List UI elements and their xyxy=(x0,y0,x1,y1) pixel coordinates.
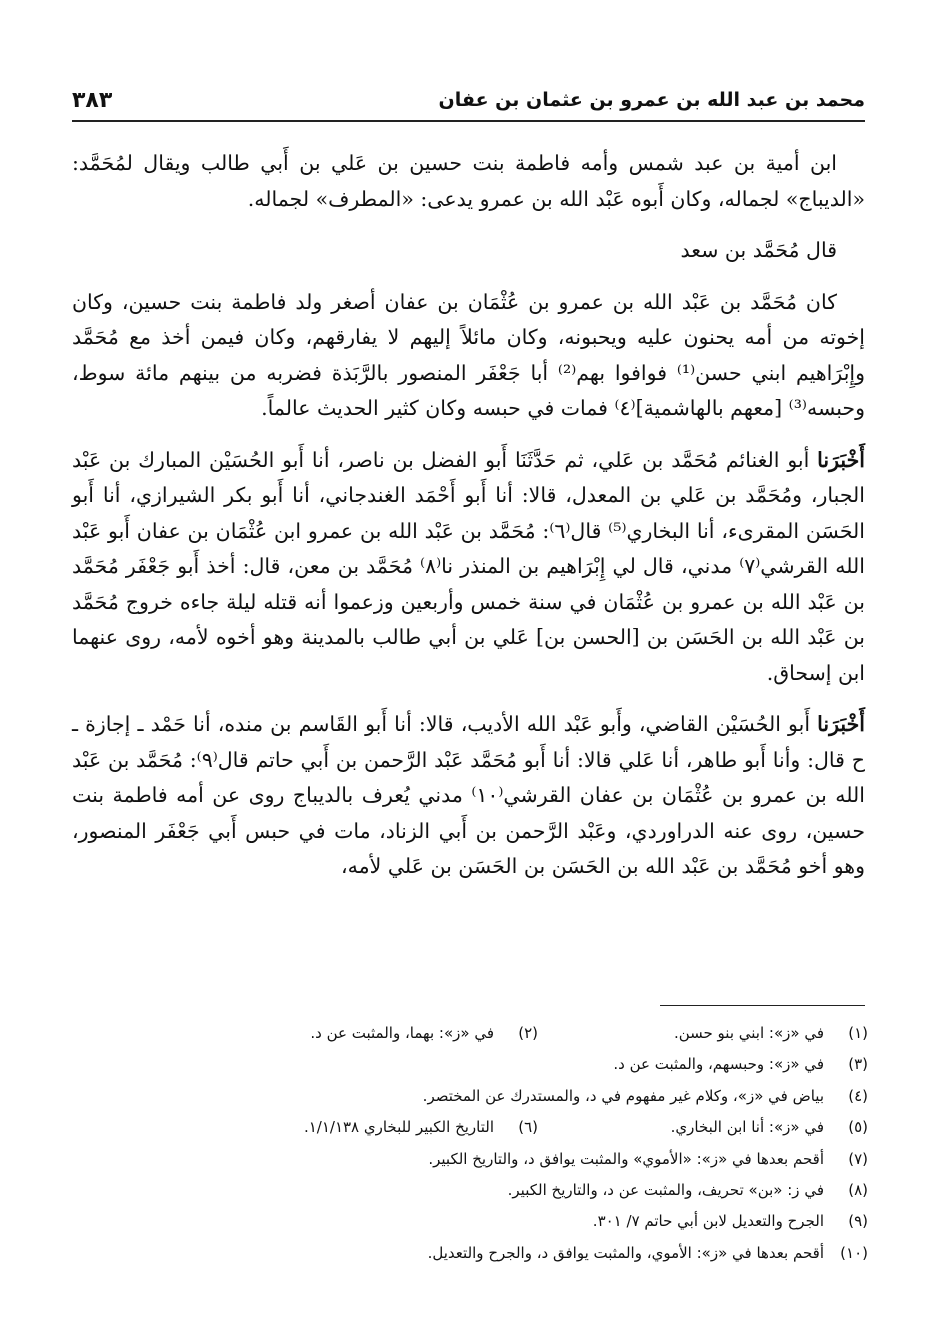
akhbarana-label: أَخْبَرَنا xyxy=(817,712,865,736)
footnote-number: (١) xyxy=(848,1024,868,1042)
footnote-text: التاريخ الكبير للبخاري ١/١/١٣٨. xyxy=(303,1118,494,1137)
footnote-text: في «ز»: وحبسهم، والمثبت عن د. xyxy=(613,1055,824,1074)
footnote-text: أقحم بعدها في «ز»: الأموي، والمثبت يوافق د، والجرح والتعديل. xyxy=(427,1243,824,1262)
footnote-text: في «ز»: أنا ابن البخاري. xyxy=(670,1118,824,1137)
paragraph: كان مُحَمَّد بن عَبْد الله بن عمرو بن عُثْمَان بن عفان أصغر ولد فاطمة بنت حسين، وكان إخوته من أمه يحنون عليه ويحبونه، وكان مائلاً إليهم لا يفارقهم، وكان فيمن أخذ مع مُحَمَّد وإِبْرَاهيم ابني حسن⁽¹⁾ فوافوا بهم⁽²⁾ أبا جَعْفَر المنصور بالرَّبَذة فضربه من بينهم مائة سوط، وحبسه⁽³⁾ [معهم بالهاشمية]⁽٤⁾ فمات في حبسه وكان كثير الحديث عالماً. xyxy=(72,289,865,420)
running-title: محمد بن عبد الله بن عمرو بن عثمان بن عفان xyxy=(438,89,865,111)
footnote xyxy=(538,1112,868,1143)
paragraph xyxy=(72,443,865,692)
footnote-number: (٦) xyxy=(518,1118,538,1137)
footnote-number: (٩) xyxy=(848,1212,868,1231)
footnote-row xyxy=(72,1175,868,1206)
footnote-row xyxy=(72,1112,868,1143)
akhbarana-label: أَخْبَرَنا xyxy=(817,447,865,472)
footnote-row xyxy=(72,1238,868,1269)
footnote-row xyxy=(72,1081,868,1112)
footnote xyxy=(304,1112,538,1143)
footnote-number: (٤) xyxy=(848,1086,868,1105)
footnote xyxy=(428,1144,868,1175)
footnote xyxy=(310,1018,538,1049)
paragraph-text: أبو الغنائم مُحَمَّد بن عَلي، ثم حَدَّثَنَا أَبو الفضل بن ناصر، أنا أَبو الحُسَيْن المبارك بن عَبْد الجبار، ومُحَمَّد بن عَلي بن المعدل، قالا: أنا أَبو أَحْمَد الغندجاني، أنا أَبو بكر الشيرازي، أنا أَبو الحَسَن المقرىء، أنا البخاري⁽⁵⁾ قال⁽٦⁾: مُحَمَّد بن عَبْد الله بن عمرو ابن عُثْمَان بن عفان أَبو عَبْد الله القرشي⁽٧⁾ مدني، قال لي إِبْرَاهيم بن المنذر نا⁽٨⁾ مُحَمَّد بن معن، قال: أخذ أَبو جَعْفَر مُحَمَّد بن عَبْد الله بن عمرو بن عُثْمَان في سنة خمس وأربعين وزعموا أنه قتله ليلة جاءه خروج مُحَمَّد بن عَبْد الله بن الحَسَن بن [الحسن بن] عَلي بن أبي طالب بالمدينة وهو أخوه لأمه، روى عنهما ابن إسحاق. xyxy=(72,447,865,685)
paragraph: قال مُحَمَّد بن سعد xyxy=(680,238,837,262)
page-number: ٣٨٣ xyxy=(72,87,113,113)
footnote xyxy=(538,1018,868,1049)
footnotes xyxy=(72,1018,868,1269)
footnote-number: (٧) xyxy=(848,1149,868,1168)
footnote-number: (٣) xyxy=(848,1055,868,1074)
footnote-number: (٨) xyxy=(848,1181,868,1200)
footnote xyxy=(423,1081,868,1112)
footnote-row xyxy=(72,1144,868,1175)
paragraph xyxy=(72,707,865,885)
footnote xyxy=(593,1206,868,1237)
footnote-row xyxy=(72,1049,868,1080)
footnote-separator xyxy=(660,1005,865,1006)
footnote-row xyxy=(72,1206,868,1237)
footnote-number: (٢) xyxy=(518,1024,538,1042)
footnote-number: (١٠) xyxy=(840,1243,868,1262)
footnote-row xyxy=(72,1018,868,1049)
footnote xyxy=(613,1049,868,1080)
footnote-text: أقحم بعدها في «ز»: «الأموي» والمثبت يوافق د، والتاريخ الكبير. xyxy=(428,1149,824,1168)
footnote-text: بياض في «ز»، وكلام غير مفهوم في د، والمستدرك عن المختصر. xyxy=(422,1086,824,1105)
paragraph-text: أَبو الحُسَيْن القاضي، وأَبو عَبْد الله الأديب، قالا: أنا أَبو القَاسم بن منده، أنا حَمْد ـ إجازة ـ ح قال: وأنا أَبو طاهر، أنا عَلي قالا: أنا أَبو مُحَمَّد عَبْد الرَّحمن بن أَبي حاتم قال⁽٩⁾: مُحَمَّد بن عَبْد الله بن عمرو بن عُثْمَان بن عفان القرشي⁽١٠⁾ مدني يُعرف بالديباج روى عن أمه فاطمة بنت حسين، روى عنه الدراوردي، وعَبْد الرَّحمن بن أَبي الزناد، مات في حبس أَبي جَعْفَر المنصور، وهو أخو مُحَمَّد بن عَبْد الله بن الحَسَن بن الحَسَن بن عَلي لأمه، xyxy=(72,712,865,878)
paragraph: ابن أمية بن عبد شمس وأمه فاطمة بنت حسين بن عَلي بن أَبي طالب ويقال لمُحَمَّد: «الديباج» لجماله، وكان أَبوه عَبْد الله بن عمرو يدعى: «المطرف» لجماله. xyxy=(72,151,865,211)
footnote-number: (٥) xyxy=(848,1118,868,1137)
footnote-text: في «ز»: ابني بنو حسن. xyxy=(673,1024,824,1042)
footnote-text: في ز: «بن» تحريف، والمثبت عن د، والتاريخ الكبير. xyxy=(507,1181,824,1200)
footnote-text: في «ز»: بهما، والمثبت عن د. xyxy=(310,1024,494,1042)
footnote xyxy=(508,1175,868,1206)
page-header xyxy=(72,80,865,122)
footnote-text: الجرح والتعديل لابن أبي حاتم ٧/ ٣٠١. xyxy=(592,1212,824,1231)
main-text xyxy=(72,146,865,901)
footnote xyxy=(428,1238,868,1269)
